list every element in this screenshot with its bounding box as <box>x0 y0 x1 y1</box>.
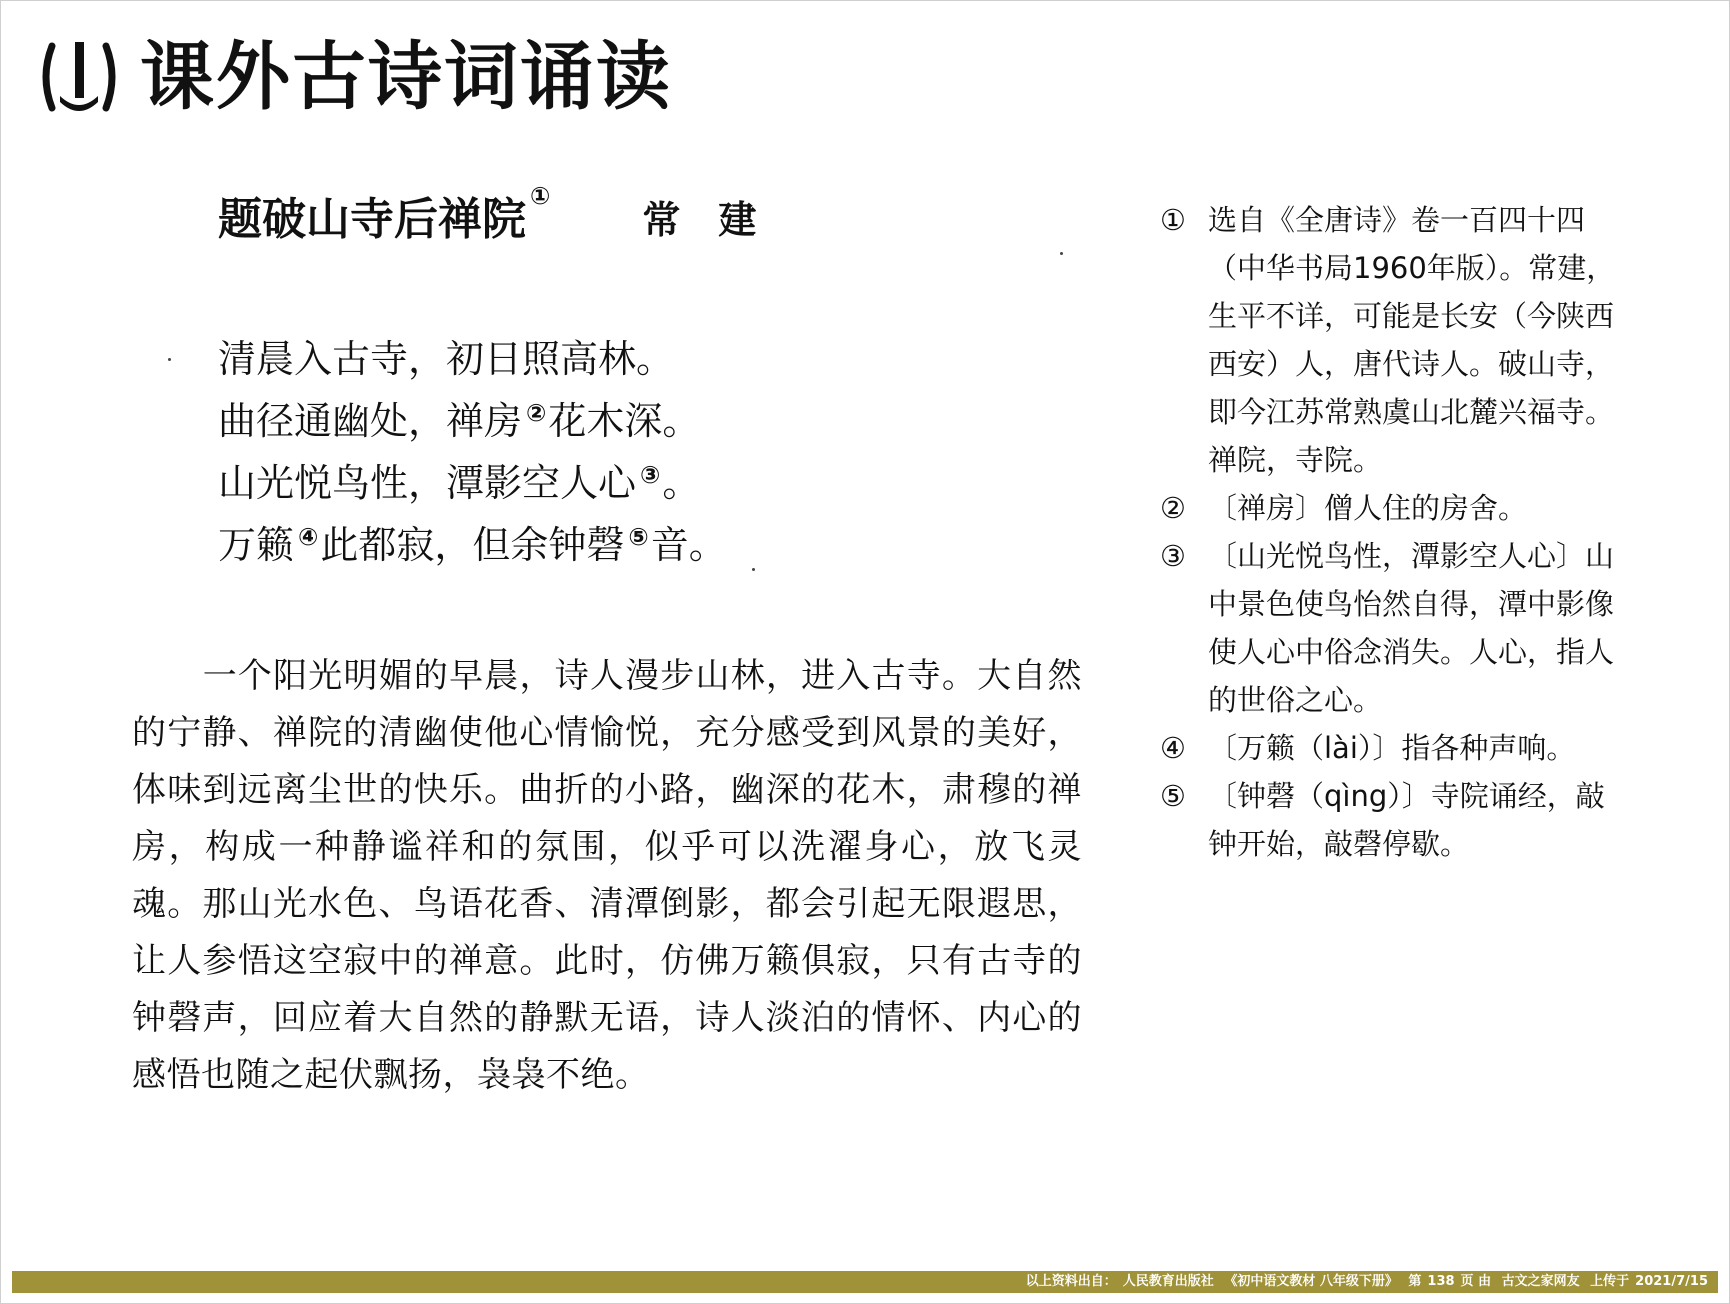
footer-date: 2021/7/15 <box>1635 1274 1708 1289</box>
note-marker: ③ <box>640 461 661 489</box>
note-marker: ⑤ <box>628 523 649 551</box>
appreciation-text: 一个阳光明媚的早晨，诗人漫步山林，进入古寺。大自然的宁静、禅院的清幽使他心情愉悦，充分感受到风景的美好，体味到远离尘世的快乐。曲折的小路，幽深的花木，肃穆的禅房，构成一种静谧祥和的氛围，似乎可以洗濯身心，放飞灵魂。那山光水色、鸟语花香、清潭倒影，都会引起无限遐思，让人参悟这空寂中的禅意。此时，仿佛万籁俱寂，只有古寺的钟磬声，回应着大自然的静默无语，诗人淡泊的情怀、内心的感悟也随之起伏飘扬，袅袅不绝。 <box>132 656 1082 1095</box>
poem-line <box>218 452 727 514</box>
footer-page-prefix: 第 <box>1408 1274 1422 1289</box>
footer-page-number: 138 <box>1427 1274 1455 1289</box>
footnote <box>1160 484 1620 532</box>
poem-line <box>218 328 727 390</box>
scan-speck <box>1060 252 1063 255</box>
footnote-number: ① <box>1160 203 1186 237</box>
footer-source-label: 以上资料出自： <box>1025 1274 1117 1289</box>
poem-author: 常建 <box>642 198 795 242</box>
footnote <box>1160 772 1620 868</box>
footer-book: 《初中语文教材 八年级下册》 <box>1224 1274 1398 1289</box>
poem-line-text: 音。 <box>650 523 727 567</box>
poem-line-text: 山光悦鸟性，潭影空人心 <box>218 461 637 505</box>
appreciation-paragraph <box>132 648 1082 1104</box>
poem-line <box>218 514 727 576</box>
poem-line-text: 清晨入古寺，初日照高林。 <box>218 337 675 381</box>
ancient-lamp-mark-icon <box>38 36 120 118</box>
poem-title: 题破山寺后禅院 <box>218 194 526 245</box>
poem-body <box>218 328 727 576</box>
poem-line-text: 曲径通幽处，禅房 <box>218 399 523 443</box>
section-header <box>38 36 672 118</box>
poem-line-text: 此都寂，但余钟磬 <box>320 523 625 567</box>
footnote-text: 〔钟磬（qìng）〕寺院诵经，敲钟开始，敲磬停歇。 <box>1208 779 1605 861</box>
footnote-text: 〔万籁（lài）〕指各种声响。 <box>1208 731 1576 765</box>
poem-line-text: 。 <box>662 461 701 505</box>
scan-speck <box>752 568 755 571</box>
poem-title-note-marker: ① <box>530 182 551 210</box>
footnote-text: 选自《全唐诗》卷一百四十四（中华书局1960年版）。常建，生平不详，可能是长安（今陕西西安）人，唐代诗人。破山寺，即今江苏常熟虞山北麓兴福寺。禅院，寺院。 <box>1208 203 1616 477</box>
note-marker: ④ <box>298 523 319 551</box>
footer-uploader[interactable]: 古文之家网友 <box>1501 1274 1580 1289</box>
footnote-text: 〔山光悦鸟性，潭影空人心〕山中景色使鸟怡然自得，潭中影像使人心中俗念消失。人心，指人的世俗之心。 <box>1208 539 1615 717</box>
footnote-number: ② <box>1160 491 1186 525</box>
footnote-number: ⑤ <box>1160 779 1186 813</box>
footnotes <box>1160 196 1620 868</box>
section-title: 课外古诗词诵读 <box>140 34 672 120</box>
footnote-number: ③ <box>1160 539 1186 573</box>
footer-page-suffix: 页 由 <box>1460 1274 1492 1289</box>
poem-line-text: 花木深。 <box>548 399 701 443</box>
poem-heading <box>218 182 795 250</box>
footnote-text: 〔禅房〕僧人住的房舍。 <box>1208 491 1528 525</box>
footer-publisher: 人民教育出版社 <box>1122 1274 1214 1289</box>
scan-speck <box>168 358 171 361</box>
footnote-number: ④ <box>1160 731 1186 765</box>
footnote <box>1160 532 1620 724</box>
footnote <box>1160 724 1620 772</box>
poem-line <box>218 390 727 452</box>
source-footer <box>12 1271 1718 1293</box>
note-marker: ② <box>526 399 547 427</box>
footer-upload-label: 上传于 <box>1590 1274 1630 1289</box>
poem-line-text: 万籁 <box>218 523 295 567</box>
footnote <box>1160 196 1620 484</box>
